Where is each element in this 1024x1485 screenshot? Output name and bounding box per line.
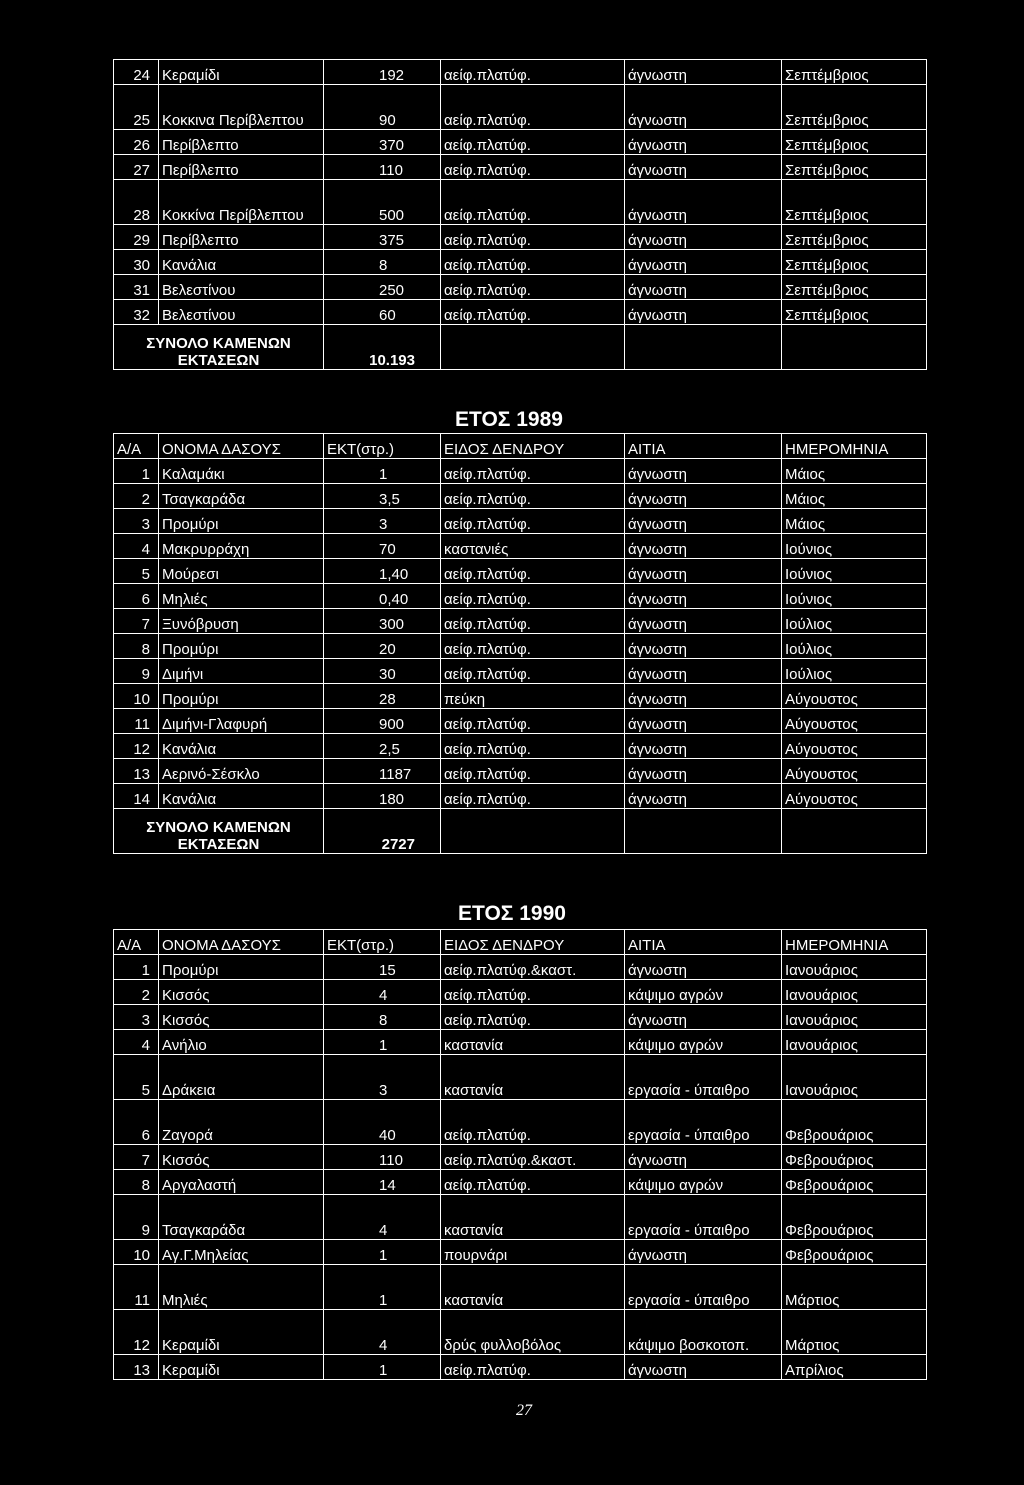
tree-type-cell: δρύς φυλλοβόλος (441, 1310, 625, 1355)
tree-type-cell: αείφ.πλατύφ. (441, 1170, 625, 1195)
forest-name-cell: Κοκκινα Περίβλεπτου (159, 85, 324, 130)
tree-type-cell: αείφ.πλατύφ. (441, 225, 625, 250)
table-header (114, 930, 927, 955)
cause-cell: άγνωστη (625, 534, 782, 559)
row-number-cell: 9 (114, 659, 159, 684)
row-number-cell: 31 (114, 275, 159, 300)
area-cell: 900 (324, 709, 441, 734)
column-header: ΑΙΤΙΑ (625, 930, 782, 955)
tree-type-cell: αείφ.πλατύφ. (441, 659, 625, 684)
row-number-cell: 2 (114, 980, 159, 1005)
date-cell: Ιούνιος (782, 584, 927, 609)
row-number-cell: 32 (114, 300, 159, 325)
cause-cell: άγνωστη (625, 85, 782, 130)
row-number-cell: 1 (114, 459, 159, 484)
date-cell: Ιανουάριος (782, 1030, 927, 1055)
table-row (114, 1145, 927, 1170)
area-cell: 1 (324, 1355, 441, 1380)
area-cell: 60 (324, 300, 441, 325)
table-row (114, 1355, 927, 1380)
forest-name-cell: Κεραμίδι (159, 1310, 324, 1355)
cause-cell: άγνωστη (625, 225, 782, 250)
forest-name-cell: Προμύρι (159, 509, 324, 534)
tree-type-cell: καστανία (441, 1030, 625, 1055)
date-cell: Αύγουστος (782, 709, 927, 734)
date-cell: Αύγουστος (782, 759, 927, 784)
date-cell: Αύγουστος (782, 784, 927, 809)
date-cell: Μάιος (782, 509, 927, 534)
date-cell: Ιανουάριος (782, 1005, 927, 1030)
table-row (114, 275, 927, 300)
forest-name-cell: Βελεστίνου (159, 275, 324, 300)
tree-type-cell: αείφ.πλατύφ. (441, 559, 625, 584)
empty-cell (782, 325, 927, 370)
table-row (114, 534, 927, 559)
table-row (114, 634, 927, 659)
tree-type-cell: αείφ.πλατύφ. (441, 459, 625, 484)
date-cell: Ιούνιος (782, 559, 927, 584)
row-number-cell: 24 (114, 60, 159, 85)
empty-cell (441, 325, 625, 370)
forest-name-cell: Κανάλια (159, 784, 324, 809)
forest-name-cell: Μηλιές (159, 584, 324, 609)
row-number-cell: 10 (114, 684, 159, 709)
total-value: 2727 (324, 809, 441, 854)
date-cell: Μάιος (782, 459, 927, 484)
tree-type-cell: αείφ.πλατύφ. (441, 180, 625, 225)
row-number-cell: 12 (114, 734, 159, 759)
date-cell: Φεβρουάριος (782, 1145, 927, 1170)
table-row (114, 1055, 927, 1100)
cause-cell: άγνωστη (625, 559, 782, 584)
cause-cell: άγνωστη (625, 459, 782, 484)
row-number-cell: 28 (114, 180, 159, 225)
table-row (114, 1005, 927, 1030)
date-cell: Αύγουστος (782, 684, 927, 709)
cause-cell: άγνωστη (625, 1005, 782, 1030)
table-row (114, 659, 927, 684)
table-row (114, 60, 927, 85)
row-number-cell: 2 (114, 484, 159, 509)
cause-cell: άγνωστη (625, 1355, 782, 1380)
forest-name-cell: Διμήνι (159, 659, 324, 684)
forest-name-cell: Ζαγορά (159, 1100, 324, 1145)
date-cell: Μάρτιος (782, 1310, 927, 1355)
cause-cell: άγνωστη (625, 1145, 782, 1170)
date-cell: Ιούλιος (782, 659, 927, 684)
column-header: ΑΙΤΙΑ (625, 434, 782, 459)
cause-cell: εργασία - ύπαιθρο (625, 1055, 782, 1100)
row-number-cell: 7 (114, 1145, 159, 1170)
table-row (114, 155, 927, 180)
row-number-cell: 5 (114, 559, 159, 584)
cause-cell: άγνωστη (625, 955, 782, 980)
area-cell: 4 (324, 1195, 441, 1240)
table-row (114, 130, 927, 155)
date-cell: Μάρτιος (782, 1265, 927, 1310)
tree-type-cell: αείφ.πλατύφ. (441, 1355, 625, 1380)
row-number-cell: 3 (114, 1005, 159, 1030)
row-number-cell: 6 (114, 1100, 159, 1145)
area-cell: 180 (324, 784, 441, 809)
empty-cell (441, 809, 625, 854)
area-cell: 1,40 (324, 559, 441, 584)
cause-cell: άγνωστη (625, 180, 782, 225)
cause-cell: εργασία - ύπαιθρο (625, 1195, 782, 1240)
area-cell: 250 (324, 275, 441, 300)
date-cell: Φεβρουάριος (782, 1100, 927, 1145)
tree-type-cell: αείφ.πλατύφ. (441, 1005, 625, 1030)
column-header: ΗΜΕΡΟΜΗΝΙΑ (782, 434, 927, 459)
table-row (114, 609, 927, 634)
cause-cell: άγνωστη (625, 609, 782, 634)
area-cell: 300 (324, 609, 441, 634)
row-number-cell: 13 (114, 1355, 159, 1380)
date-cell: Ιούλιος (782, 609, 927, 634)
forest-name-cell: Μακρυρράχη (159, 534, 324, 559)
table-body (114, 60, 927, 370)
area-cell: 4 (324, 980, 441, 1005)
tree-type-cell: αείφ.πλατύφ.&καστ. (441, 1145, 625, 1170)
column-header: Α/Α (114, 434, 159, 459)
tree-type-cell: αείφ.πλατύφ. (441, 250, 625, 275)
row-number-cell: 11 (114, 709, 159, 734)
table-row (114, 584, 927, 609)
header-row (114, 930, 927, 955)
table-row (114, 734, 927, 759)
row-number-cell: 14 (114, 784, 159, 809)
row-number-cell: 29 (114, 225, 159, 250)
tree-type-cell: αείφ.πλατύφ. (441, 784, 625, 809)
table-row (114, 1240, 927, 1265)
page-number: 27 (516, 1402, 532, 1419)
forest-name-cell: Κισσός (159, 980, 324, 1005)
date-cell: Σεπτέμβριος (782, 250, 927, 275)
tree-type-cell: αείφ.πλατύφ. (441, 509, 625, 534)
area-cell: 110 (324, 155, 441, 180)
date-cell: Φεβρουάριος (782, 1195, 927, 1240)
area-cell: 500 (324, 180, 441, 225)
fires-table-1990 (113, 929, 927, 1380)
date-cell: Αύγουστος (782, 734, 927, 759)
cause-cell: άγνωστη (625, 155, 782, 180)
forest-name-cell: Κοκκίνα Περίβλεπτου (159, 180, 324, 225)
cause-cell: άγνωστη (625, 659, 782, 684)
forest-name-cell: Κεραμίδι (159, 60, 324, 85)
empty-cell (625, 809, 782, 854)
table-row (114, 85, 927, 130)
table-row (114, 759, 927, 784)
table-row (114, 225, 927, 250)
forest-name-cell: Τσαγκαράδα (159, 1195, 324, 1240)
row-number-cell: 27 (114, 155, 159, 180)
area-cell: 3,5 (324, 484, 441, 509)
forest-name-cell: Κεραμίδι (159, 1355, 324, 1380)
forest-name-cell: Τσαγκαράδα (159, 484, 324, 509)
cause-cell: άγνωστη (625, 275, 782, 300)
table-row (114, 709, 927, 734)
year-1990-title: ΕΤΟΣ 1990 (458, 902, 566, 925)
row-number-cell: 10 (114, 1240, 159, 1265)
area-cell: 375 (324, 225, 441, 250)
area-cell: 1 (324, 1265, 441, 1310)
table-row (114, 484, 927, 509)
cause-cell: κάψιμο αγρών (625, 1170, 782, 1195)
tree-type-cell: καστανία (441, 1265, 625, 1310)
area-cell: 8 (324, 1005, 441, 1030)
area-cell: 110 (324, 1145, 441, 1170)
table-row (114, 784, 927, 809)
tree-type-cell: πεύκη (441, 684, 625, 709)
table-row (114, 1170, 927, 1195)
cause-cell: άγνωστη (625, 250, 782, 275)
tree-type-cell: αείφ.πλατύφ. (441, 709, 625, 734)
cause-cell: κάψιμο αγρών (625, 1030, 782, 1055)
tree-type-cell: αείφ.πλατύφ. (441, 85, 625, 130)
area-cell: 4 (324, 1310, 441, 1355)
forest-name-cell: Μούρεσι (159, 559, 324, 584)
area-cell: 14 (324, 1170, 441, 1195)
column-header: ΕΚΤ(στρ.) (324, 930, 441, 955)
row-number-cell: 3 (114, 509, 159, 534)
row-number-cell: 25 (114, 85, 159, 130)
tree-type-cell: καστανία (441, 1195, 625, 1240)
row-number-cell: 4 (114, 534, 159, 559)
tree-type-cell: αείφ.πλατύφ. (441, 60, 625, 85)
area-cell: 3 (324, 509, 441, 534)
cause-cell: άγνωστη (625, 484, 782, 509)
tree-type-cell: αείφ.πλατύφ. (441, 484, 625, 509)
row-number-cell: 1 (114, 955, 159, 980)
column-header: ΕΙΔΟΣ ΔΕΝΔΡΟΥ (441, 434, 625, 459)
cause-cell: άγνωστη (625, 584, 782, 609)
tree-type-cell: αείφ.πλατύφ. (441, 634, 625, 659)
table-row (114, 955, 927, 980)
tree-type-cell: αείφ.πλατύφ. (441, 1100, 625, 1145)
row-number-cell: 8 (114, 634, 159, 659)
header-row (114, 434, 927, 459)
forest-name-cell: Ξυνόβρυση (159, 609, 324, 634)
column-header: ΕΙΔΟΣ ΔΕΝΔΡΟΥ (441, 930, 625, 955)
forest-name-cell: Κισσός (159, 1145, 324, 1170)
area-cell: 0,40 (324, 584, 441, 609)
area-cell: 1187 (324, 759, 441, 784)
date-cell: Ιούλιος (782, 634, 927, 659)
tree-type-cell: αείφ.πλατύφ. (441, 155, 625, 180)
cause-cell: άγνωστη (625, 60, 782, 85)
date-cell: Φεβρουάριος (782, 1170, 927, 1195)
row-number-cell: 30 (114, 250, 159, 275)
forest-name-cell: Προμύρι (159, 684, 324, 709)
date-cell: Απρίλιος (782, 1355, 927, 1380)
table-row (114, 1265, 927, 1310)
forest-name-cell: Περίβλεπτο (159, 155, 324, 180)
cause-cell: κάψιμο αγρών (625, 980, 782, 1005)
table-row (114, 250, 927, 275)
area-cell: 15 (324, 955, 441, 980)
table-row (114, 980, 927, 1005)
area-cell: 30 (324, 659, 441, 684)
date-cell: Σεπτέμβριος (782, 155, 927, 180)
fires-table-1989 (113, 433, 927, 854)
row-number-cell: 5 (114, 1055, 159, 1100)
forest-name-cell: Προμύρι (159, 634, 324, 659)
tree-type-cell: καστανιές (441, 534, 625, 559)
table-row (114, 180, 927, 225)
date-cell: Σεπτέμβριος (782, 60, 927, 85)
forest-name-cell: Αργαλαστή (159, 1170, 324, 1195)
forest-name-cell: Κισσός (159, 1005, 324, 1030)
tree-type-cell: αείφ.πλατύφ. (441, 300, 625, 325)
tree-type-cell: αείφ.πλατύφ. (441, 275, 625, 300)
forest-name-cell: Περίβλεπτο (159, 130, 324, 155)
total-value: 10.193 (324, 325, 441, 370)
table-header (114, 434, 927, 459)
forest-name-cell: Αερινό-Σέσκλο (159, 759, 324, 784)
table-row (114, 459, 927, 484)
area-cell: 1 (324, 459, 441, 484)
table-body (114, 955, 927, 1380)
area-cell: 1 (324, 1030, 441, 1055)
forest-name-cell: Καλαμάκι (159, 459, 324, 484)
forest-name-cell: Αγ.Γ.Μηλείας (159, 1240, 324, 1265)
table-row (114, 1030, 927, 1055)
cause-cell: άγνωστη (625, 1240, 782, 1265)
tree-type-cell: αείφ.πλατύφ.&καστ. (441, 955, 625, 980)
cause-cell: άγνωστη (625, 709, 782, 734)
cause-cell: εργασία - ύπαιθρο (625, 1265, 782, 1310)
table-row (114, 1100, 927, 1145)
date-cell: Ιανουάριος (782, 980, 927, 1005)
forest-name-cell: Προμύρι (159, 955, 324, 980)
forest-name-cell: Κανάλια (159, 250, 324, 275)
date-cell: Σεπτέμβριος (782, 225, 927, 250)
row-number-cell: 8 (114, 1170, 159, 1195)
cause-cell: εργασία - ύπαιθρο (625, 1100, 782, 1145)
cause-cell: άγνωστη (625, 509, 782, 534)
forest-name-cell: Κανάλια (159, 734, 324, 759)
date-cell: Σεπτέμβριος (782, 300, 927, 325)
column-header: ΗΜΕΡΟΜΗΝΙΑ (782, 930, 927, 955)
area-cell: 20 (324, 634, 441, 659)
tree-type-cell: αείφ.πλατύφ. (441, 609, 625, 634)
table-row (114, 300, 927, 325)
area-cell: 3 (324, 1055, 441, 1100)
cause-cell: άγνωστη (625, 634, 782, 659)
column-header: ΕΚΤ(στρ.) (324, 434, 441, 459)
tree-type-cell: αείφ.πλατύφ. (441, 734, 625, 759)
total-row (114, 809, 927, 854)
cause-cell: άγνωστη (625, 684, 782, 709)
row-number-cell: 6 (114, 584, 159, 609)
area-cell: 8 (324, 250, 441, 275)
date-cell: Σεπτέμβριος (782, 275, 927, 300)
area-cell: 192 (324, 60, 441, 85)
forest-name-cell: Βελεστίνου (159, 300, 324, 325)
date-cell: Μάιος (782, 484, 927, 509)
area-cell: 2,5 (324, 734, 441, 759)
date-cell: Ιανουάριος (782, 955, 927, 980)
table-row (114, 509, 927, 534)
date-cell: Σεπτέμβριος (782, 180, 927, 225)
date-cell: Σεπτέμβριος (782, 130, 927, 155)
cause-cell: άγνωστη (625, 759, 782, 784)
year-1989-title: ΕΤΟΣ 1989 (455, 408, 563, 431)
table-body (114, 459, 927, 854)
forest-name-cell: Διμήνι-Γλαφυρή (159, 709, 324, 734)
table-row (114, 1310, 927, 1355)
total-label: ΣΥΝΟΛΟ ΚΑΜΕΝΩΝ ΕΚΤΑΣΕΩΝ (114, 809, 324, 854)
tree-type-cell: αείφ.πλατύφ. (441, 980, 625, 1005)
area-cell: 1 (324, 1240, 441, 1265)
cause-cell: κάψιμο βοσκοτοπ. (625, 1310, 782, 1355)
area-cell: 40 (324, 1100, 441, 1145)
cause-cell: άγνωστη (625, 734, 782, 759)
tree-type-cell: αείφ.πλατύφ. (441, 759, 625, 784)
tree-type-cell: αείφ.πλατύφ. (441, 130, 625, 155)
date-cell: Ιούνιος (782, 534, 927, 559)
forest-name-cell: Δράκεια (159, 1055, 324, 1100)
row-number-cell: 4 (114, 1030, 159, 1055)
date-cell: Σεπτέμβριος (782, 85, 927, 130)
empty-cell (782, 809, 927, 854)
row-number-cell: 26 (114, 130, 159, 155)
tree-type-cell: αείφ.πλατύφ. (441, 584, 625, 609)
area-cell: 370 (324, 130, 441, 155)
fires-table-continued (113, 59, 927, 370)
column-header: Α/Α (114, 930, 159, 955)
column-header: ΟΝΟΜΑ ΔΑΣΟΥΣ (159, 930, 324, 955)
total-row (114, 325, 927, 370)
empty-cell (625, 325, 782, 370)
column-header: ΟΝΟΜΑ ΔΑΣΟΥΣ (159, 434, 324, 459)
table-row (114, 559, 927, 584)
row-number-cell: 11 (114, 1265, 159, 1310)
cause-cell: άγνωστη (625, 784, 782, 809)
forest-name-cell: Ανήλιο (159, 1030, 324, 1055)
tree-type-cell: καστανία (441, 1055, 625, 1100)
forest-name-cell: Περίβλεπτο (159, 225, 324, 250)
date-cell: Ιανουάριος (782, 1055, 927, 1100)
area-cell: 70 (324, 534, 441, 559)
table-row (114, 684, 927, 709)
total-label: ΣΥΝΟΛΟ ΚΑΜΕΝΩΝ ΕΚΤΑΣΕΩΝ (114, 325, 324, 370)
row-number-cell: 13 (114, 759, 159, 784)
cause-cell: άγνωστη (625, 130, 782, 155)
area-cell: 90 (324, 85, 441, 130)
forest-name-cell: Μηλιές (159, 1265, 324, 1310)
row-number-cell: 7 (114, 609, 159, 634)
date-cell: Φεβρουάριος (782, 1240, 927, 1265)
tree-type-cell: πουρνάρι (441, 1240, 625, 1265)
row-number-cell: 9 (114, 1195, 159, 1240)
row-number-cell: 12 (114, 1310, 159, 1355)
area-cell: 28 (324, 684, 441, 709)
cause-cell: άγνωστη (625, 300, 782, 325)
table-row (114, 1195, 927, 1240)
